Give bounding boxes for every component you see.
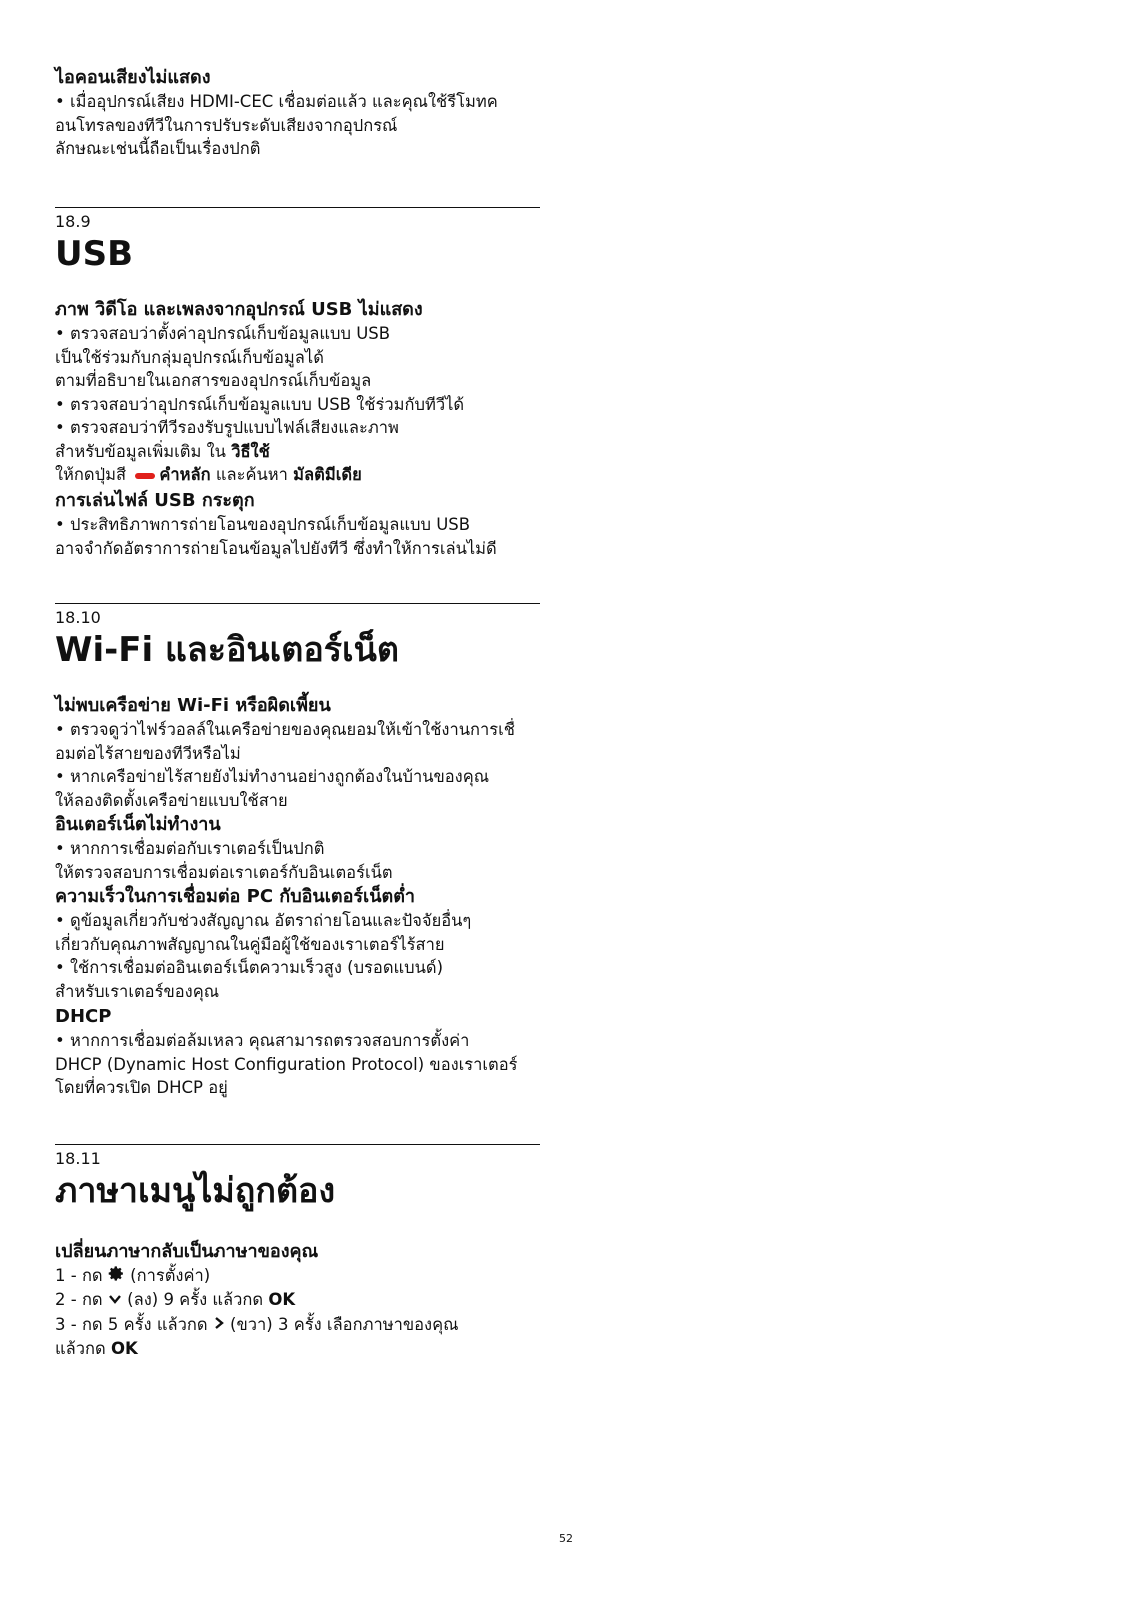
heading-change-language: เปลี่ยนภาษากลับเป็นภาษาของคุณ	[55, 1241, 319, 1262]
step3-prefix: 3 - กด 5 ครั้ง แล้วกด	[55, 1314, 213, 1334]
section-audio-icon	[55, 66, 540, 161]
text-line: • หากการเชื่อมต่อกับเราเตอร์เป็นปกติ	[55, 839, 325, 858]
text-line: • ใช้การเชื่อมต่ออินเตอร์เน็ตความเร็วสูง (บรอดแบนด์)	[55, 958, 444, 977]
text-line: • หากการเชื่อมต่อล้มเหลว คุณสามารถตรวจสอบการตั้งค่า	[55, 1031, 470, 1050]
text-line: • ประสิทธิภาพการถ่ายโอนของอุปกรณ์เก็บข้อมูลแบบ USB	[55, 515, 471, 534]
ok-text: OK	[268, 1290, 296, 1310]
press-line	[55, 463, 540, 487]
text-line: ให้ตรวจสอบการเชื่อมต่อเราเตอร์กับอินเตอร์เน็ต	[55, 862, 393, 882]
press-mid: และค้นหา	[210, 465, 294, 484]
more-info-prefix: สำหรับข้อมูลเพิ่มเติม ใน	[55, 441, 232, 461]
text-line: • ดูข้อมูลเกี่ยวกับช่วงสัญญาณ อัตราถ่ายโอนและปัจจัยอื่นๆ	[55, 911, 472, 930]
text-line: เกี่ยวกับคุณภาพสัญญาณในคู่มือผู้ใช้ของเราเตอร์ไร้สาย	[55, 934, 445, 954]
section-number: 18.10	[55, 608, 101, 627]
wifi-sub2	[55, 813, 540, 884]
text-line: • ตรวจสอบว่าทีวีรองรับรูปแบบไฟล์เสียงและภาพ	[55, 418, 399, 437]
text-line: ให้ลองติดตั้งเครือข่ายแบบใช้สาย	[55, 790, 288, 810]
usb-sub2	[55, 489, 540, 560]
ok-text: OK	[110, 1338, 138, 1358]
text-line: เป็นใช้ร่วมกับกลุ่มอุปกรณ์เก็บข้อมูลได้	[55, 347, 324, 367]
section-usb	[55, 207, 540, 276]
text-line: อนโทรลของทีวีในการปรับระดับเสียงจากอุปกรณ์	[55, 115, 398, 135]
section-title: ภาษาเมนูไม่ถูกต้อง	[55, 1171, 336, 1211]
gear-icon	[108, 1265, 125, 1289]
text-line: DHCP (Dynamic Host Configuration Protocol) ของเราเตอร์	[55, 1054, 518, 1074]
text-line: ตามที่อธิบายในเอกสารของอุปกรณ์เก็บข้อมูล	[55, 371, 372, 390]
text-line: • ตรวจสอบว่าตั้งค่าอุปกรณ์เก็บข้อมูลแบบ USB	[55, 324, 391, 343]
section-title: USB	[55, 234, 134, 274]
heading-slow-internet: ความเร็วในการเชื่อมต่อ PC กับอินเตอร์เน็ตต่ำ	[55, 886, 415, 907]
text-line: • หากเครือข่ายไร้สายยังไม่ทำงานอย่างถูกต้องในบ้านของคุณ	[55, 767, 490, 786]
step3-suffix: (ขวา) 3 ครั้ง เลือกภาษาของคุณ	[224, 1314, 459, 1334]
multimedia-text: มัลติมีเดีย	[293, 465, 362, 484]
text-line: • ตรวจดูว่าไฟร์วอลล์ในเครือข่ายของคุณยอมให้เข้าใช้งานการเชื่	[55, 720, 515, 739]
wifi-sub4	[55, 1005, 540, 1100]
section-divider	[55, 1144, 540, 1145]
section-divider	[55, 207, 540, 208]
keywords-text: คำหลัก	[159, 465, 211, 484]
heading-usb-stutter: การเล่นไฟล์ USB กระตุก	[55, 490, 255, 511]
text-line: ลักษณะเช่นนี้ถือเป็นเรื่องปกติ	[55, 139, 261, 158]
step1-suffix: (การตั้งค่า)	[124, 1266, 211, 1285]
text-line: • เมื่ออุปกรณ์เสียง HDMI-CEC เชื่อมต่อแล้ว และคุณใช้รีโมทค	[55, 92, 498, 111]
section-language	[55, 1144, 540, 1213]
usb-sub1	[55, 298, 540, 487]
section-number: 18.11	[55, 1149, 101, 1168]
section-wifi	[55, 603, 540, 672]
heading-dhcp: DHCP	[55, 1006, 112, 1027]
wifi-sub1	[55, 694, 540, 812]
chevron-down-icon	[108, 1289, 122, 1313]
heading-internet-not-working: อินเตอร์เน็ตไม่ทำงาน	[55, 814, 221, 835]
page-number: 52	[559, 1532, 573, 1545]
lang-sub1	[55, 1240, 540, 1360]
step-2	[55, 1288, 540, 1312]
step3-line2-prefix: แล้วกด	[55, 1338, 111, 1358]
section-number: 18.9	[55, 212, 91, 231]
text-line: โดยที่ควรเปิด DHCP อยู่	[55, 1078, 228, 1097]
more-info-line	[55, 440, 540, 464]
section-title: Wi-Fi และอินเตอร์เน็ต	[55, 630, 399, 670]
red-key-icon	[135, 473, 155, 479]
text-line: สำหรับเราเตอร์ของคุณ	[55, 981, 220, 1001]
text-line: • ตรวจสอบว่าอุปกรณ์เก็บข้อมูลแบบ USB ใช้ร่วมกับทีวีได้	[55, 394, 465, 414]
text-line: อาจจำกัดอัตราการถ่ายโอนข้อมูลไปยังทีวี ซึ่งทำให้การเล่นไม่ดี	[55, 538, 497, 558]
text-line: อมต่อไร้สายของทีวีหรือไม่	[55, 743, 241, 763]
section-divider	[55, 603, 540, 604]
help-link-text: วิธีใช้	[231, 441, 270, 461]
wifi-sub3	[55, 885, 540, 1003]
step-1	[55, 1264, 540, 1288]
step2-prefix: 2 - กด	[55, 1290, 108, 1310]
step-3-line2	[55, 1337, 540, 1361]
step-3	[55, 1313, 540, 1337]
chevron-right-icon	[213, 1313, 225, 1337]
step2-suffix: (ลง) 9 ครั้ง แล้วกด	[121, 1290, 269, 1310]
press-prefix: ให้กดปุ่มสี	[55, 465, 132, 484]
step1-prefix: 1 - กด	[55, 1266, 108, 1285]
heading-audio-icon: ไอคอนเสียงไม่แสดง	[55, 67, 211, 88]
heading-wifi-not-found: ไม่พบเครือข่าย Wi-Fi หรือผิดเพี้ยน	[55, 695, 331, 716]
heading-usb-media: ภาพ วิดีโอ และเพลงจากอุปกรณ์ USB ไม่แสดง	[55, 299, 423, 320]
